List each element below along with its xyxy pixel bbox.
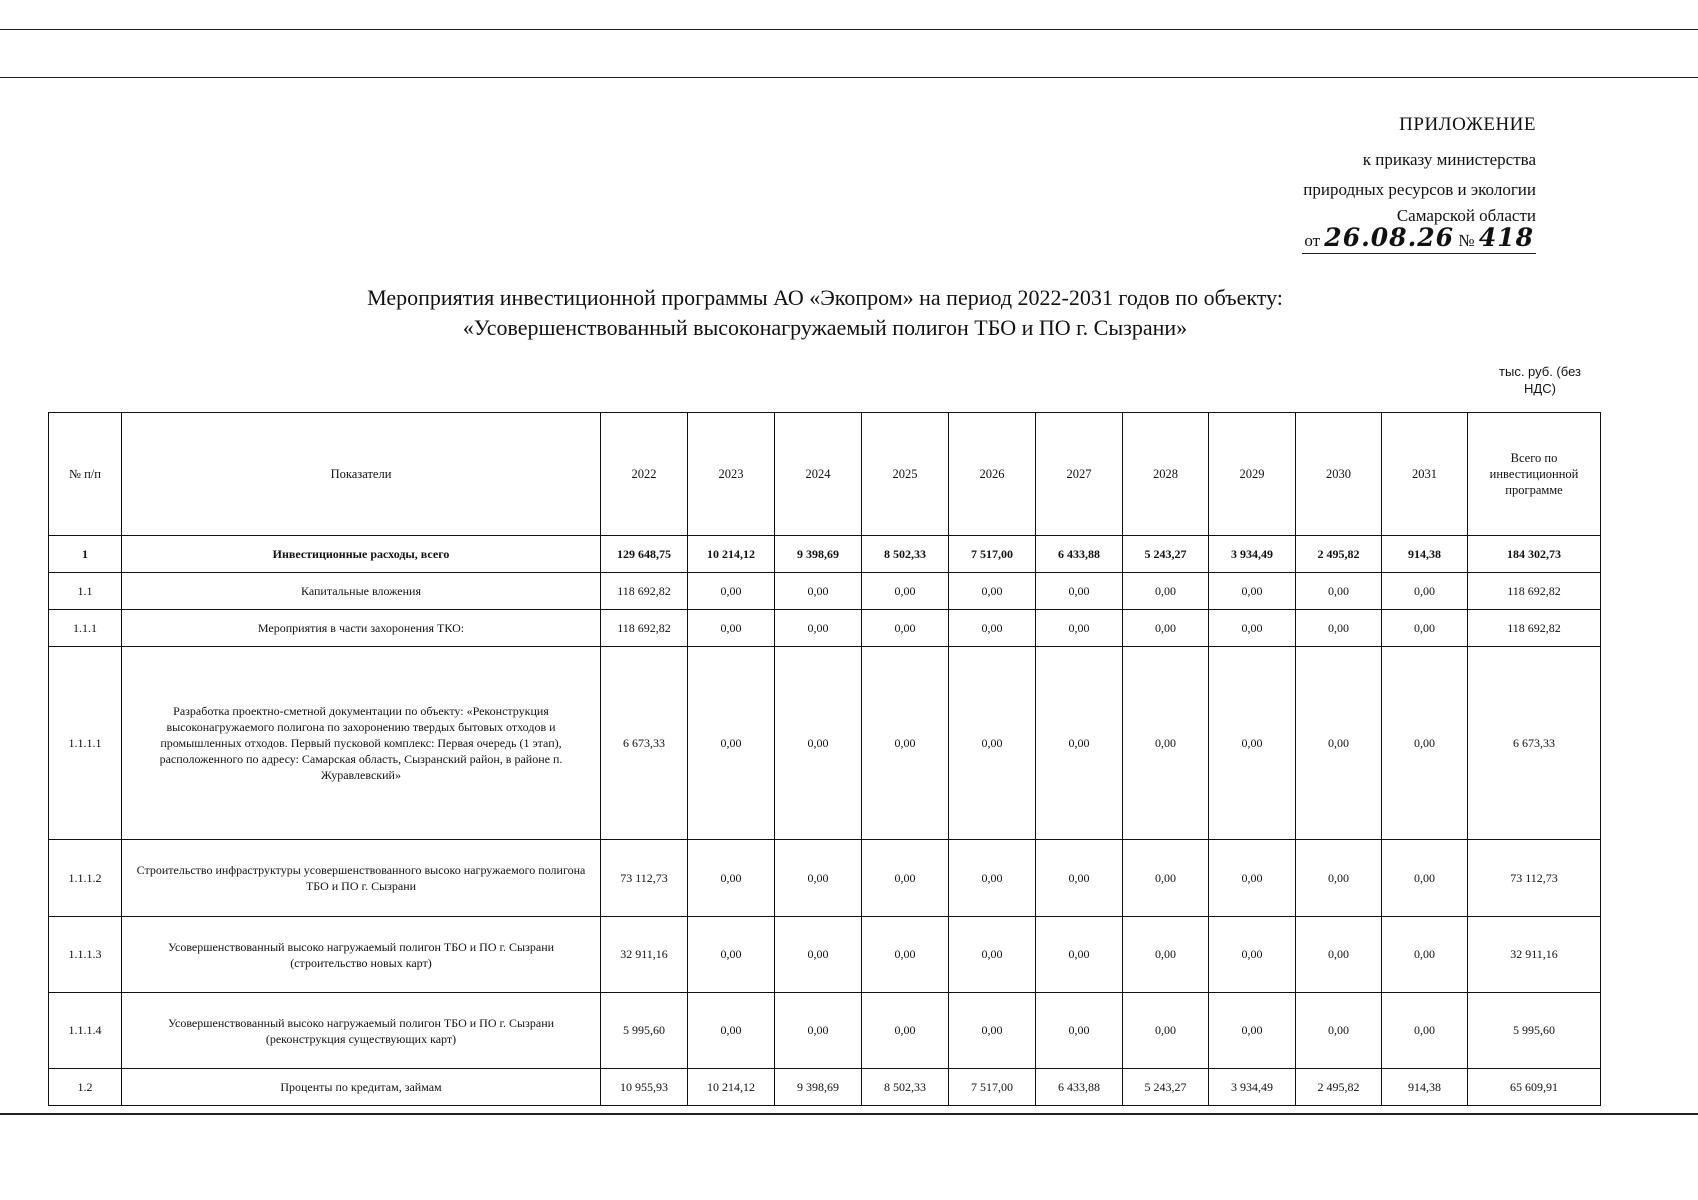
col-header-indicator: Показатели	[122, 413, 601, 536]
order-number: 418	[1478, 223, 1534, 252]
cell-2022: 10 955,93	[601, 1069, 688, 1106]
cell-2024: 9 398,69	[775, 1069, 862, 1106]
title-line-2: «Усовершенствованный высоконагружаемый полигон ТБО и ПО г. Сызрани»	[462, 315, 1188, 340]
row-indicator: Строительство инфраструктуры усовершенствованного высоко нагружаемого полигона ТБО и ПО г. Сызрани	[122, 840, 601, 917]
cell-2023: 10 214,12	[688, 1069, 775, 1106]
scan-second-rule	[0, 77, 1698, 78]
cell-2031: 0,00	[1382, 647, 1468, 840]
cell-2027: 0,00	[1036, 993, 1123, 1069]
col-header-2024: 2024	[775, 413, 862, 536]
cell-2028: 0,00	[1123, 647, 1209, 840]
cell-2022: 129 648,75	[601, 536, 688, 573]
row-number: 1.1.1.1	[49, 647, 122, 840]
table-header-row	[49, 413, 1601, 536]
cell-2025: 0,00	[862, 573, 949, 610]
cell-2030: 2 495,82	[1296, 536, 1382, 573]
cell-2022: 32 911,16	[601, 917, 688, 993]
row-indicator: Капитальные вложения	[122, 573, 601, 610]
table-row	[49, 573, 1601, 610]
order-prefix: от	[1304, 231, 1321, 250]
cell-2024: 0,00	[775, 573, 862, 610]
cell-2031: 0,00	[1382, 993, 1468, 1069]
cell-2027: 0,00	[1036, 647, 1123, 840]
cell-2030: 0,00	[1296, 917, 1382, 993]
cell-2031: 914,38	[1382, 1069, 1468, 1106]
row-number: 1.1.1.4	[49, 993, 122, 1069]
cell-2026: 7 517,00	[949, 1069, 1036, 1106]
row-number: 1.1.1	[49, 610, 122, 647]
col-header-2030: 2030	[1296, 413, 1382, 536]
col-header-2025: 2025	[862, 413, 949, 536]
row-number: 1.2	[49, 1069, 122, 1106]
cell-2030: 0,00	[1296, 610, 1382, 647]
cell-total: 6 673,33	[1468, 647, 1601, 840]
cell-2027: 0,00	[1036, 573, 1123, 610]
cell-2025: 0,00	[862, 840, 949, 917]
cell-2028: 0,00	[1123, 917, 1209, 993]
cell-2028: 0,00	[1123, 840, 1209, 917]
cell-2031: 0,00	[1382, 917, 1468, 993]
cell-2024: 9 398,69	[775, 536, 862, 573]
cell-2023: 0,00	[688, 610, 775, 647]
row-indicator: Усовершенствованный высоко нагружаемый полигон ТБО и ПО г. Сызрани (строительство новых карт)	[122, 917, 601, 993]
order-date: 26.08.26	[1324, 223, 1455, 252]
cell-2030: 0,00	[1296, 840, 1382, 917]
cell-2023: 0,00	[688, 573, 775, 610]
cell-2028: 0,00	[1123, 993, 1209, 1069]
cell-2031: 0,00	[1382, 840, 1468, 917]
table-row	[49, 647, 1601, 840]
cell-2026: 0,00	[949, 993, 1036, 1069]
cell-2024: 0,00	[775, 993, 862, 1069]
cell-2028: 5 243,27	[1123, 536, 1209, 573]
cell-2023: 0,00	[688, 840, 775, 917]
col-header-number: № п/п	[49, 413, 122, 536]
row-number: 1.1.1.2	[49, 840, 122, 917]
cell-2031: 914,38	[1382, 536, 1468, 573]
cell-2022: 5 995,60	[601, 993, 688, 1069]
order-reference	[1302, 223, 1536, 254]
cell-total: 73 112,73	[1468, 840, 1601, 917]
cell-2026: 0,00	[949, 647, 1036, 840]
row-indicator: Усовершенствованный высоко нагружаемый полигон ТБО и ПО г. Сызрани (реконструкция существующих карт)	[122, 993, 601, 1069]
cell-2029: 0,00	[1209, 573, 1296, 610]
investment-table	[48, 412, 1601, 1106]
col-header-2028: 2028	[1123, 413, 1209, 536]
cell-2022: 118 692,82	[601, 610, 688, 647]
unit-note	[1460, 363, 1620, 397]
cell-total: 65 609,91	[1468, 1069, 1601, 1106]
appendix-line-1: к приказу министерства	[1362, 150, 1536, 169]
cell-2029: 0,00	[1209, 647, 1296, 840]
cell-2029: 0,00	[1209, 917, 1296, 993]
col-header-2027: 2027	[1036, 413, 1123, 536]
col-header-2029: 2029	[1209, 413, 1296, 536]
cell-2031: 0,00	[1382, 610, 1468, 647]
table-row	[49, 1069, 1601, 1106]
cell-2026: 0,00	[949, 840, 1036, 917]
scan-top-rule	[0, 29, 1698, 30]
cell-total: 5 995,60	[1468, 993, 1601, 1069]
cell-2026: 0,00	[949, 573, 1036, 610]
cell-2026: 7 517,00	[949, 536, 1036, 573]
table-row	[49, 993, 1601, 1069]
cell-2025: 0,00	[862, 647, 949, 840]
cell-2030: 0,00	[1296, 573, 1382, 610]
cell-2028: 0,00	[1123, 573, 1209, 610]
cell-2030: 0,00	[1296, 993, 1382, 1069]
cell-2029: 0,00	[1209, 993, 1296, 1069]
cell-2029: 0,00	[1209, 610, 1296, 647]
cell-2031: 0,00	[1382, 573, 1468, 610]
cell-2030: 2 495,82	[1296, 1069, 1382, 1106]
cell-2027: 6 433,88	[1036, 536, 1123, 573]
appendix-heading: ПРИЛОЖЕНИЕ	[1399, 114, 1536, 135]
cell-2025: 0,00	[862, 993, 949, 1069]
table-row	[49, 840, 1601, 917]
cell-2024: 0,00	[775, 917, 862, 993]
appendix-line-2: природных ресурсов и экологии	[1303, 180, 1536, 199]
cell-2024: 0,00	[775, 647, 862, 840]
row-indicator: Разработка проектно-сметной документации по объекту: «Реконструкция высоконагружаемого полигона по захоронению твердых бытовых отходов и промышленных отходов. Первый пусковой комплекс: Первая очередь (1 этап), расположенного по адресу: Самарская область, Сызранский район, в районе п. Журавлевский»	[122, 647, 601, 840]
cell-2022: 73 112,73	[601, 840, 688, 917]
cell-total: 184 302,73	[1468, 536, 1601, 573]
cell-2025: 8 502,33	[862, 536, 949, 573]
document-title	[0, 283, 1650, 343]
cell-2029: 3 934,49	[1209, 1069, 1296, 1106]
row-number: 1.1.1.3	[49, 917, 122, 993]
col-header-2031: 2031	[1382, 413, 1468, 536]
cell-2027: 0,00	[1036, 840, 1123, 917]
order-number-label: №	[1458, 231, 1475, 250]
cell-total: 32 911,16	[1468, 917, 1601, 993]
cell-2027: 6 433,88	[1036, 1069, 1123, 1106]
cell-2025: 0,00	[862, 610, 949, 647]
cell-2023: 0,00	[688, 917, 775, 993]
appendix-block	[1302, 114, 1536, 254]
table-row	[49, 610, 1601, 647]
cell-2028: 5 243,27	[1123, 1069, 1209, 1106]
cell-total: 118 692,82	[1468, 610, 1601, 647]
row-number: 1.1	[49, 573, 122, 610]
cell-2027: 0,00	[1036, 610, 1123, 647]
cell-2022: 118 692,82	[601, 573, 688, 610]
cell-2029: 3 934,49	[1209, 536, 1296, 573]
table-row	[49, 917, 1601, 993]
table-row	[49, 536, 1601, 573]
col-header-2026: 2026	[949, 413, 1036, 536]
cell-2028: 0,00	[1123, 610, 1209, 647]
appendix-line-3: Самарской области	[1396, 206, 1536, 225]
cell-2023: 10 214,12	[688, 536, 775, 573]
col-header-2022: 2022	[601, 413, 688, 536]
row-indicator: Проценты по кредитам, займам	[122, 1069, 601, 1106]
title-line-1: Мероприятия инвестиционной программы АО «Экопром» на период 2022-2031 годов по объекту:	[367, 285, 1283, 310]
cell-2026: 0,00	[949, 917, 1036, 993]
cell-2029: 0,00	[1209, 840, 1296, 917]
cell-2030: 0,00	[1296, 647, 1382, 840]
cell-2025: 0,00	[862, 917, 949, 993]
col-header-total: Всего по инвестиционной программе	[1468, 413, 1601, 536]
row-number: 1	[49, 536, 122, 573]
cell-2024: 0,00	[775, 840, 862, 917]
row-indicator: Инвестиционные расходы, всего	[122, 536, 601, 573]
cell-2025: 8 502,33	[862, 1069, 949, 1106]
cell-2023: 0,00	[688, 647, 775, 840]
cell-2024: 0,00	[775, 610, 862, 647]
unit-line-2: НДС)	[1524, 381, 1556, 396]
row-indicator: Мероприятия в части захоронения ТКО:	[122, 610, 601, 647]
col-header-2023: 2023	[688, 413, 775, 536]
cell-total: 118 692,82	[1468, 573, 1601, 610]
unit-line-1: тыс. руб. (без	[1499, 364, 1581, 379]
cell-2026: 0,00	[949, 610, 1036, 647]
cell-2023: 0,00	[688, 993, 775, 1069]
cell-2027: 0,00	[1036, 917, 1123, 993]
cell-2022: 6 673,33	[601, 647, 688, 840]
scan-bottom-rule	[0, 1113, 1698, 1115]
